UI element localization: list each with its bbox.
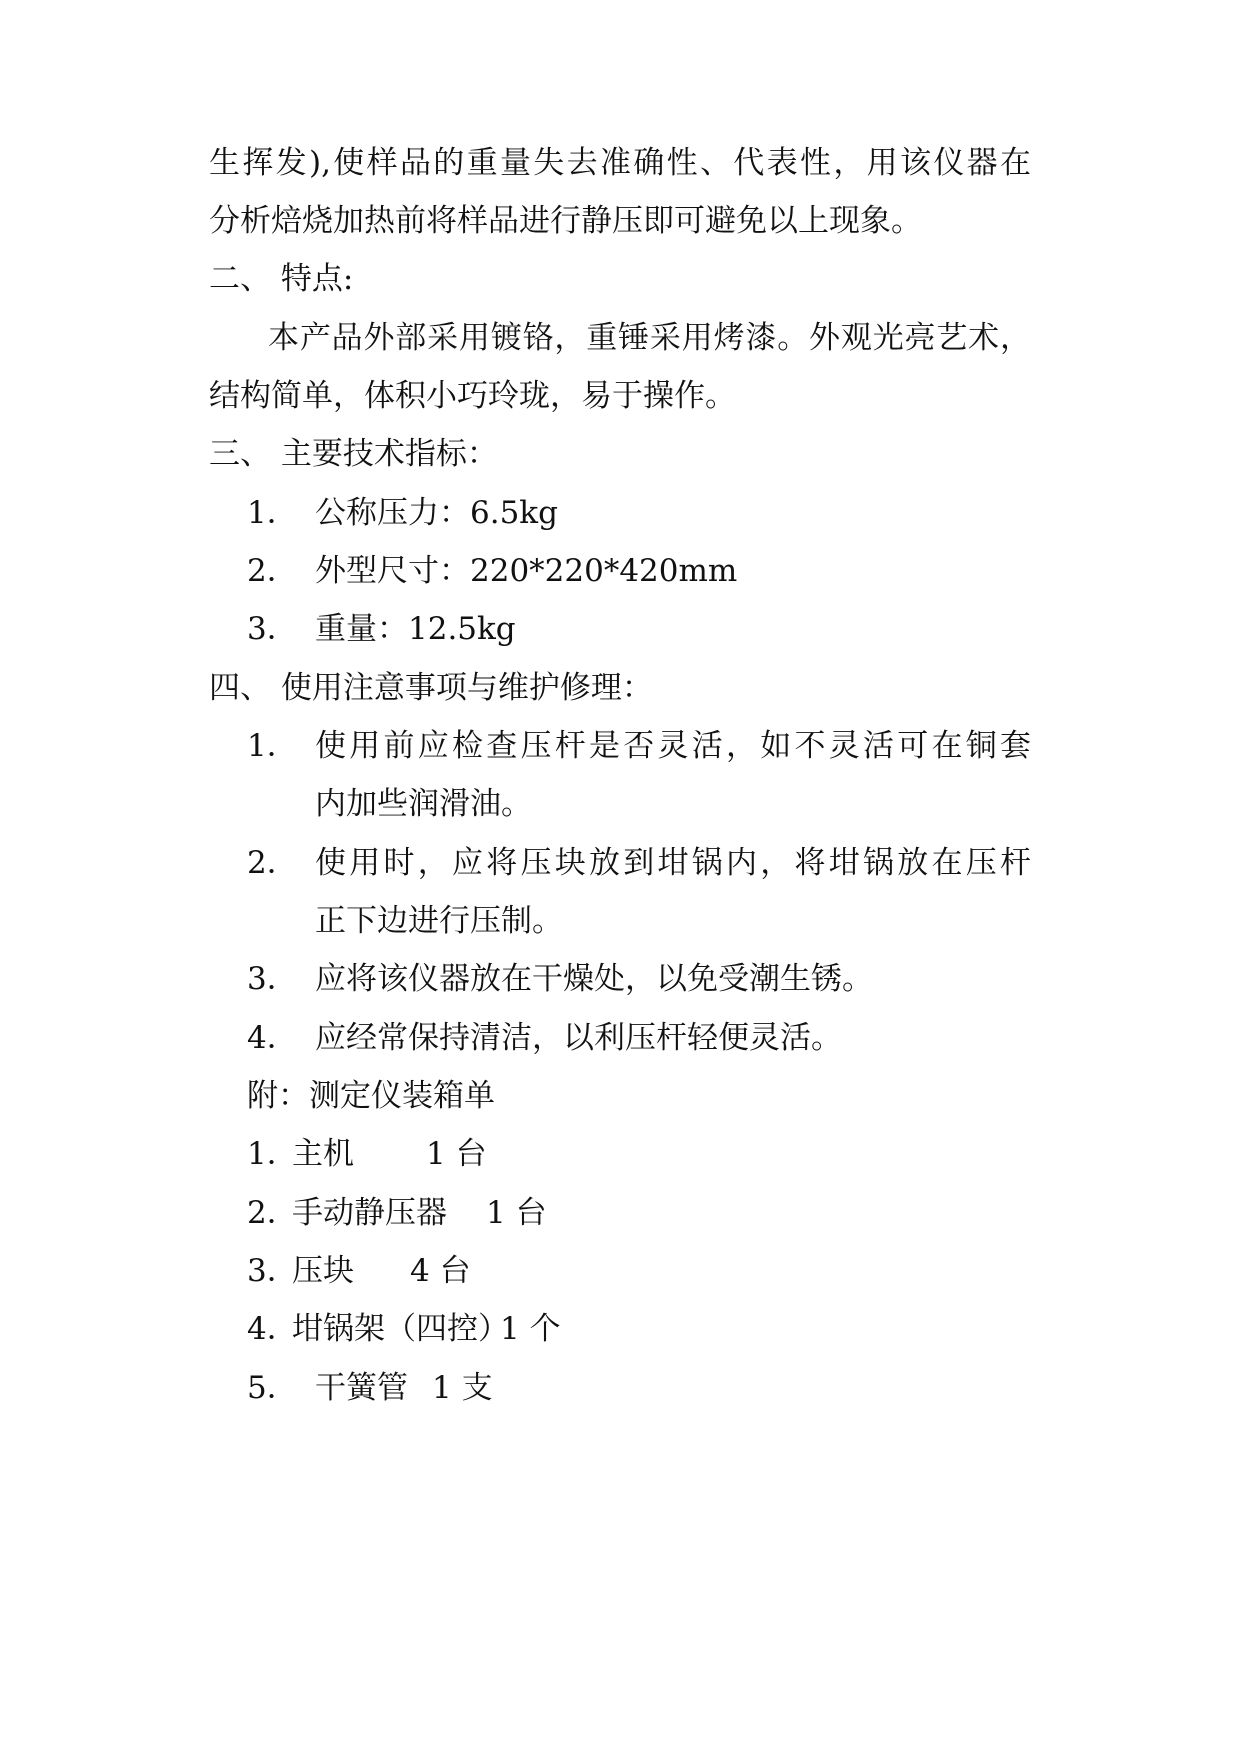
spec-item-number: 2． [247,553,298,589]
appendix-heading: 附：测定仪装箱单 [247,1078,495,1114]
spec-item-text: 公称压力：6.5kg [315,495,558,531]
packing-item-number: 5． [247,1370,298,1406]
packing-item-name: 手动静压器 [292,1195,447,1231]
section-2-heading: 二、 特点: [209,261,354,297]
usage-item-line-1: 使用前应检查压杆是否灵活，如不灵活可在铜套 [315,728,1031,764]
usage-item-number: 1． [247,728,298,764]
packing-item-name: 主机 [292,1136,354,1172]
section-2-para-line-1: 本产品外部采用镀铬，重锤采用烤漆。外观光亮艺术， [268,320,1031,356]
section-4-heading: 四、 使用注意事项与维护修理： [209,670,653,706]
usage-item-number: 4． [247,1020,298,1056]
packing-item-name: 坩锅架（四控） [292,1311,509,1347]
packing-item-name: 压块 [292,1253,354,1289]
section-3-heading: 三、 主要技术指标： [209,436,498,472]
packing-item-qty: 4 台 [410,1253,471,1289]
packing-item-qty: 1 个 [500,1311,561,1347]
usage-item-line-1: 应经常保持清洁，以利压杆轻便灵活。 [315,1020,842,1056]
spec-item-number: 1． [247,495,298,531]
usage-item-line-1: 使用时，应将压块放到坩锅内，将坩锅放在压杆 [315,845,1031,881]
spec-item-text: 外型尺寸：220*220*420mm [315,553,738,589]
intro-line-2: 分析焙烧加热前将样品进行静压即可避免以上现象。 [209,203,922,239]
packing-item-number: 3． [247,1253,298,1289]
usage-item-number: 3． [247,961,298,997]
packing-item-number: 1． [247,1136,298,1172]
spec-item-text: 重量：12.5kg [315,611,516,647]
packing-item-name: 干簧管 [315,1370,408,1406]
usage-item-line-2: 正下边进行压制。 [315,903,563,939]
packing-item-qty: 1 支 [432,1370,493,1406]
packing-item-number: 2． [247,1195,298,1231]
spec-item-number: 3． [247,611,298,647]
intro-line-1: 生挥发),使样品的重量失去准确性、代表性，用该仪器在 [209,145,1031,181]
packing-item-number: 4． [247,1311,298,1347]
section-2-para-line-2: 结构简单，体积小巧玲珑，易于操作。 [209,378,736,414]
usage-item-number: 2． [247,845,298,881]
usage-item-line-1: 应将该仪器放在干燥处，以免受潮生锈。 [315,961,873,997]
packing-item-qty: 1 台 [486,1195,547,1231]
usage-item-line-2: 内加些润滑油。 [315,786,532,822]
packing-item-qty: 1 台 [426,1136,487,1172]
